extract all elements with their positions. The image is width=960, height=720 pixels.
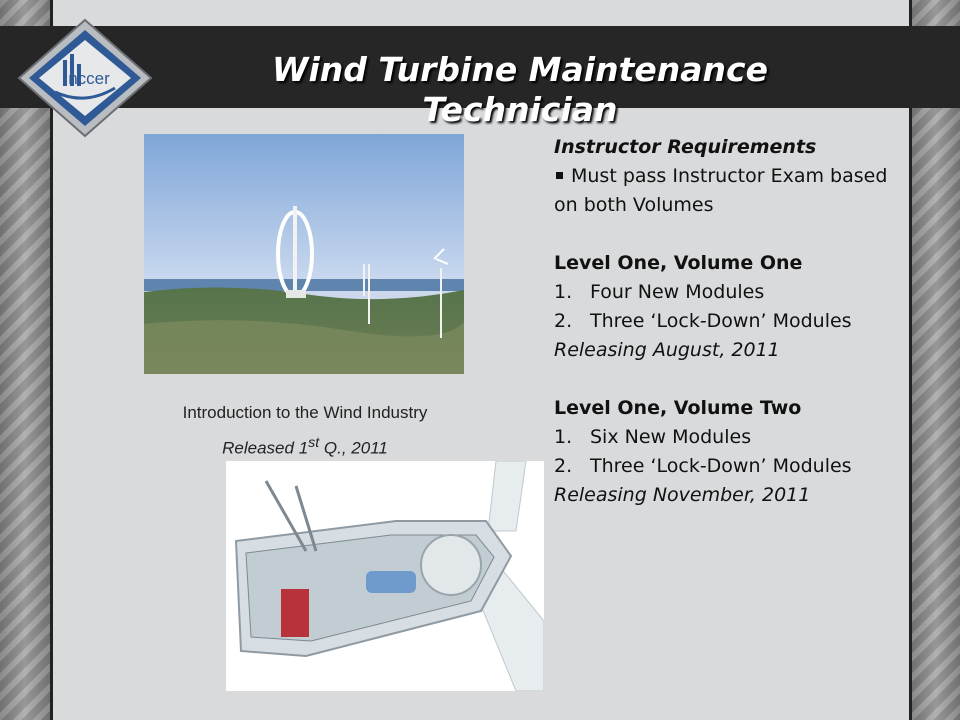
title-line-2: Technician <box>422 90 618 129</box>
vol1-heading: Level One, Volume One <box>554 252 803 274</box>
vol2-heading: Level One, Volume Two <box>554 397 802 419</box>
title-line-1: Wind Turbine Maintenance <box>272 50 768 89</box>
logo-text: nccer <box>68 69 110 88</box>
caption-release-prefix: Released 1 <box>222 438 309 458</box>
caption-release-suffix: Q., 2011 <box>319 438 388 458</box>
vol2-item-1 <box>554 423 914 452</box>
right-metal-border <box>909 0 960 720</box>
vol1-release: Releasing August, 2011 <box>554 339 780 361</box>
nccer-logo <box>15 18 155 138</box>
instructor-bullet-item <box>554 162 914 220</box>
caption-line-1: Introduction to the Wind Industry <box>182 403 428 422</box>
photo-caption <box>100 398 510 464</box>
square-bullet-icon <box>556 172 563 179</box>
turbine-nacelle-cutaway-illustration <box>226 461 544 691</box>
vol1-item-1-number: 1. <box>554 281 573 303</box>
spacer <box>554 220 914 249</box>
slide-title <box>200 50 840 130</box>
spacer <box>554 365 914 394</box>
vol1-item-2-text: Three ‘Lock-Down’ Modules <box>590 310 852 332</box>
requirements-content <box>554 133 914 510</box>
vol2-item-2-number: 2. <box>554 455 573 477</box>
instructor-heading: Instructor Requirements <box>554 136 817 158</box>
vol2-item-2-text: Three ‘Lock-Down’ Modules <box>590 455 852 477</box>
instructor-bullet-text: Must pass Instructor Exam based on both Volumes <box>554 165 888 216</box>
wind-farm-photo <box>144 134 464 374</box>
vol2-release: Releasing November, 2011 <box>554 484 811 506</box>
vol1-item-1 <box>554 278 914 307</box>
vol1-item-2 <box>554 307 914 336</box>
vol1-item-2-number: 2. <box>554 310 573 332</box>
vol2-item-1-text: Six New Modules <box>590 426 752 448</box>
vol2-item-1-number: 1. <box>554 426 573 448</box>
caption-line-2 <box>100 428 510 464</box>
caption-release-superscript: st <box>308 435 320 451</box>
vol2-item-2 <box>554 452 914 481</box>
vol1-item-1-text: Four New Modules <box>590 281 765 303</box>
